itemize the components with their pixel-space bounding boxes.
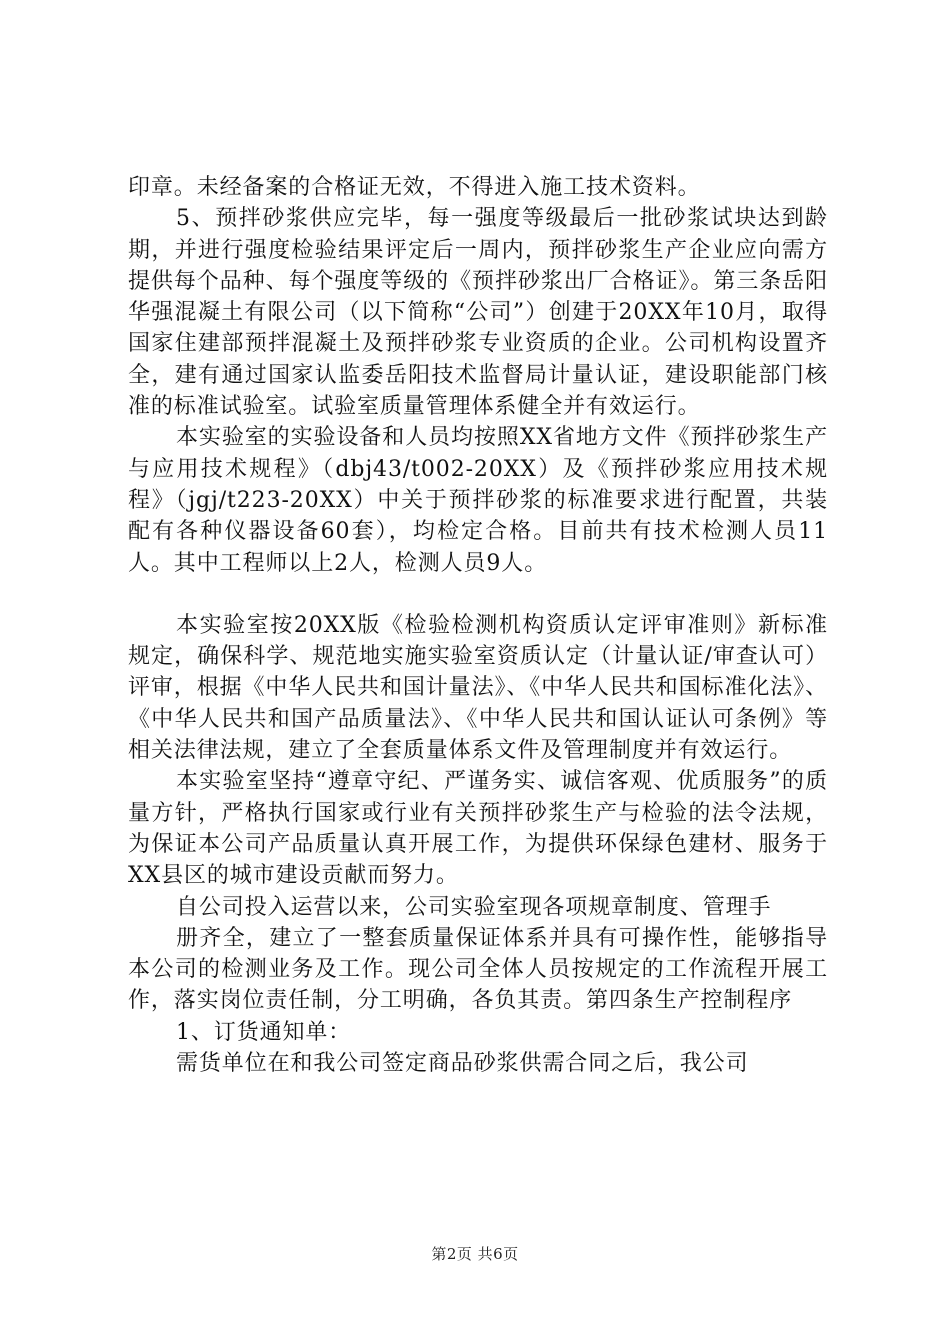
paragraph-9: 需货单位在和我公司签定商品砂浆供需合同之后，我公司 [176, 1051, 749, 1077]
paragraph-5: 本实验室坚持“遵章守纪、严谨务实、诚信客观、优质服务”的质量方针，严格执行国家或行业有关预拌砂浆生产与检验的法令法规，为保证本公司产品质量认真开展工作，为提供环保绿色建材、服务于XX县区的城市建设贡献而努力。 [128, 769, 828, 889]
paragraph-4: 本实验室按20XX版《检验检测机构资质认定评审准则》新标准规定，确保科学、规范地实施实验室资质认定（计量认证/审查认可）评审，根据《中华人民共和国计量法》、《中华人民共和国标准化法》、《中华人民共和国产品质量法》、《中华人民共和国认证认可条例》等相关法律法规，建立了全套质量体系文件及管理制度并有效运行。 [128, 612, 828, 764]
paragraph-gap [128, 579, 828, 610]
paragraph-7: 册齐全，建立了一整套质量保证体系并具有可操作性，能够指导本公司的检测业务及工作。现公司全体人员按规定的工作流程开展工作，落实岗位责任制，分工明确，各负其责。第四条生产控制程序 [128, 925, 828, 1014]
document-body [128, 172, 828, 1079]
paragraph-3: 本实验室的实验设备和人员均按照XX省地方文件《预拌砂浆生产与应用技术规程》（dbj43/t002-20XX）及《预拌砂浆应用技术规程》（jgj/t223-20XX）中关于预拌砂浆的标准要求进行配置，共装配有各种仪器设备60套），均检定合格。目前共有技术检测人员11人。其中工程师以上2人，检测人员9人。 [128, 425, 828, 576]
paragraph-6: 自公司投入运营以来，公司实验室现各项规章制度、管理手 [176, 894, 772, 920]
paragraph-8: 1、订货通知单： [176, 1019, 352, 1045]
paragraph-1: 印章。未经备案的合格证无效，不得进入施工技术资料。 [128, 175, 701, 200]
paragraph-2: 5、预拌砂浆供应完毕，每一强度等级最后一批砂浆试块达到龄期，并进行强度检验结果评定后一周内，预拌砂浆生产企业应向需方提供每个品种、每个强度等级的《预拌砂浆出厂合格证》。第三条岳阳华强混凝土有限公司（以下简称“公司”）创建于20XX年10月，取得国家住建部预拌混凝土及预拌砂浆专业资质的企业。公司机构设置齐全，建有通过国家认监委岳阳技术监督局计量认证，建设职能部门核准的标准试验室。试验室质量管理体系健全并有效运行。 [128, 206, 828, 420]
page-number-footer: 第2页 共6页 [431, 1245, 519, 1263]
